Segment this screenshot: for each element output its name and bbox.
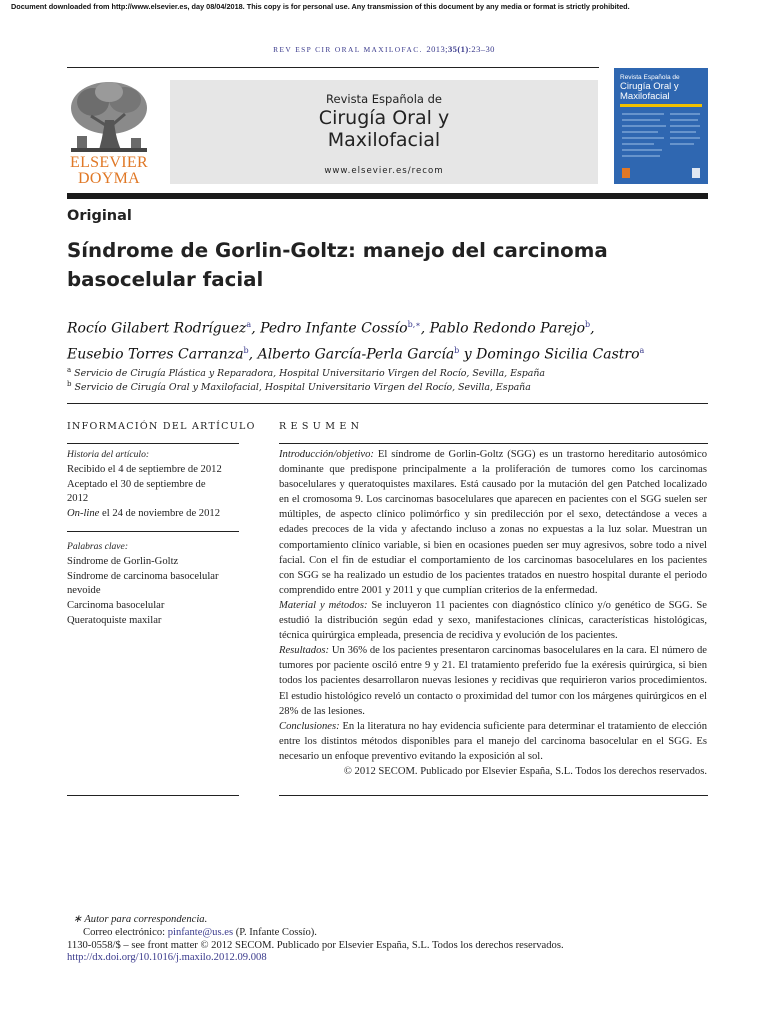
elsevier-doyma-logo <box>67 80 151 188</box>
abstract-results: Resultados: Un 36% de los pacientes presentaron carcinomas basocelulares en la cara. El número de tumores por paciente osciló entre 9 y 21. El tratamiento preferido fue la exéresis quirúrgica, si bien todos los pacientes desarrollaron nuevas lesiones y recidivas que requirieron varios procedimientos. El estudio histológico reveló un contacto o proximidad del tumor con los márgenes quirúrgicos en el 28% de las lesiones. <box>279 645 707 717</box>
author-name[interactable]: Alberto García-Perla García <box>257 346 455 363</box>
affiliation-b: $^b$ Servicio de Cirugía Oral y Maxilofacial, Hospital Universitario Virgen del Rocío, Sevilla, España <box>67 380 531 394</box>
keyword-item: Carcinoma basocelular <box>67 600 165 612</box>
keyword-item: Síndrome de carcinoma basocelular <box>67 570 219 582</box>
author-affiliation-marker[interactable]: b,∗ <box>407 320 421 329</box>
download-notice: Document downloaded from http://www.elsevier.es, day 08/04/2018. This copy is for personal use. Any transmission of this document by any media or format is strictly prohibited. <box>11 2 630 11</box>
info-heading-rule <box>67 443 239 444</box>
logo-line-2: DOYMA <box>78 170 140 187</box>
author-affiliation-marker[interactable]: b <box>243 345 249 355</box>
masthead-rule <box>67 193 708 199</box>
abstract-conclusions: Conclusiones: En la literatura no hay evidencia suficiente para determinar el tratamiento de elección entre los distintos métodos disponibles para el manejo del carcinoma basocelular en el SGG. Es necesario un enfoque preventivo evitando la exposición al sol. <box>279 720 707 762</box>
cover-content-lines <box>614 108 708 184</box>
author-line-2: Eusebio Torres Carranza$^b$, Alberto García-Perla García$^b$ y Domingo Sicilia Castro$^a$ <box>67 345 645 363</box>
tree-logo-icon <box>67 80 151 154</box>
article-type: Original <box>67 208 132 224</box>
author-affiliation-marker[interactable]: b <box>585 320 591 329</box>
author-line-1: Rocío Gilabert Rodríguez$^a$, Pedro Infante Cossío$^{b,∗}$, Pablo Redondo Parejo$^b$, <box>67 320 595 337</box>
abstract-body <box>279 447 707 779</box>
journal-name: REV ESP CIR ORAL MAXILOFAC. <box>273 45 423 54</box>
abstract-heading-rule <box>279 443 708 444</box>
author-name[interactable]: Rocío Gilabert Rodríguez <box>67 320 247 337</box>
cover-line-1: Revista Española de <box>620 74 680 81</box>
cover-line-2: Cirugía Oral y <box>620 81 679 92</box>
abstract-methods: Material y métodos: Se incluyeron 11 pacientes con diagnóstico clínico y/o genético de SGG. Se estudió la distribución según edad y sexo, manifestaciones clínicas, características histológicas, técnica quirúrgica empleada, presencia de recidiva y evolución de los pacientes. <box>279 599 707 642</box>
author-name[interactable]: Pablo Redondo Parejo <box>429 320 586 337</box>
keywords <box>67 540 239 629</box>
author-affiliation-marker[interactable]: b <box>454 345 460 355</box>
journal-cover-thumbnail <box>614 68 708 184</box>
author-affiliation-marker[interactable]: a <box>639 345 645 355</box>
article-title-line-1: Síndrome de Gorlin-Goltz: manejo del carcinoma <box>67 239 608 262</box>
info-bottom-rule <box>67 795 239 796</box>
section-divider <box>67 403 708 404</box>
journal-year: 2013; <box>426 44 448 54</box>
journal-pages: :23–30 <box>468 44 495 54</box>
online-date: On-line el 24 de noviembre de 2012 <box>67 508 220 520</box>
abstract-bottom-rule <box>279 795 708 796</box>
corresponding-author-note: ∗ Autor para correspondencia. <box>73 914 208 925</box>
author-name[interactable]: Domingo Sicilia Castro <box>476 346 640 363</box>
keyword-item: Síndrome de Gorlin-Goltz <box>67 555 179 567</box>
article-title-line-2: basocelular facial <box>67 268 264 291</box>
journal-banner <box>170 80 598 184</box>
doi-link[interactable]: http://dx.doi.org/10.1016/j.maxilo.2012.09.008 <box>67 952 267 964</box>
abstract-copyright: © 2012 SECOM. Publicado por Elsevier España, S.L. Todos los derechos reservados. <box>343 765 707 777</box>
received-date: Recibido el 4 de septiembre de 2012 <box>67 463 222 475</box>
abstract-introduction: Introducción/objetivo: El síndrome de Gorlin-Goltz (SGG) es un trastorno hereditario autosómico dominante que predispone principalmente a la proliferación de tumores como los carcinomas basocelulares y queratoquistes maxilares. Está causado por la mutación del gen Patched localizado en el cromosoma 9. Los carcinomas basocelulares que aparecen en pacientes con el SGG suelen ser múltiples, de aspecto clínico polimórfico y sin predilección por el sexo, detectándose a veces a edades precoces de la vida y afectando incluso a zonas no expuestas a la luz solar. Muestran un comportamiento clínico variable, si bien en ocasiones pueden ser muy agresivos, sobre todo a nivel facial. Con el fin de estudiar el comportamiento de los carcinomas basocelulares en los pacientes con SGG se ha realizado un estudio de los pacientes tratados en nuestro hospital durante el periodo comprendido entre 2001 y 2011 y que cumplían criterios de la enfermedad. <box>279 449 707 596</box>
banner-title-line-2: Maxilofacial <box>327 129 441 151</box>
header-rule <box>67 67 599 68</box>
history-label: Historia del artículo: <box>67 449 150 460</box>
footnotes <box>67 914 707 965</box>
author-name[interactable]: Pedro Infante Cossío <box>260 320 408 337</box>
logo-line-1: ELSEVIER <box>70 154 148 171</box>
banner-title-line-1: Cirugía Oral y <box>318 107 450 129</box>
article-history <box>67 448 239 522</box>
journal-reference <box>0 44 768 54</box>
author-name[interactable]: Eusebio Torres Carranza <box>67 346 244 363</box>
affiliation-a: $^a$ Servicio de Cirugía Plástica y Reparadora, Hospital Universitario Virgen del Rocío, Sevilla, España <box>67 366 546 380</box>
accepted-date-line-1: Aceptado el 30 de septiembre de <box>67 478 206 490</box>
article-info-heading: INFORMACIÓN DEL ARTÍCULO <box>67 421 256 432</box>
banner-url[interactable]: www.elsevier.es/recom <box>324 166 444 176</box>
keyword-item: nevoide <box>67 585 101 597</box>
cover-title <box>620 74 704 101</box>
cover-line-3: Maxilofacial <box>620 90 670 102</box>
history-rule <box>67 531 239 532</box>
author-list <box>67 314 707 365</box>
banner-subtitle: Revista Española de <box>326 92 442 106</box>
abstract-heading: RESUMEN <box>279 421 364 432</box>
article-title <box>67 236 707 294</box>
author-affiliation-marker[interactable]: a <box>246 320 252 329</box>
journal-volume: 35(1) <box>447 44 469 54</box>
keywords-label: Palabras clave: <box>67 541 129 552</box>
email-link[interactable]: pinfante@us.es <box>167 926 234 938</box>
email-line: Correo electrónico: pinfante@us.es (P. Infante Cossío). <box>83 926 317 938</box>
issn-line: 1130-0558/$ – see front matter © 2012 SECOM. Publicado por Elsevier España, S.L. Todos los derechos reservados. <box>67 939 564 951</box>
keyword-item: Queratoquiste maxilar <box>67 614 162 626</box>
accepted-date-line-2: 2012 <box>67 493 89 505</box>
banner-title <box>170 107 598 151</box>
cover-band <box>620 104 702 107</box>
